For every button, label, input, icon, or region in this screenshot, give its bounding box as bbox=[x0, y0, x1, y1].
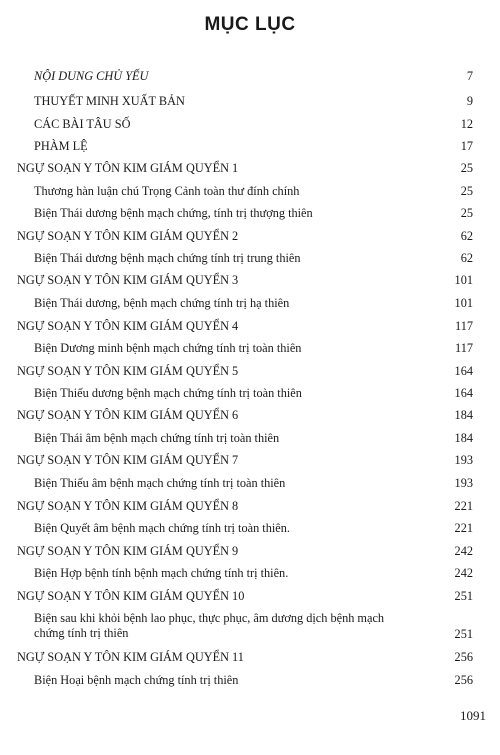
toc-entry-page: 164 bbox=[454, 386, 473, 400]
toc-entry-title: Biện Hợp bệnh tính bệnh mạch chứng tính trị thiên. bbox=[34, 566, 289, 580]
toc-chapter-title: NGỰ SOẠN Y TÔN KIM GIÁM QUYỂN 3 bbox=[17, 273, 239, 287]
page-number: 1091 bbox=[460, 708, 486, 723]
toc-entry-page: 12 bbox=[460, 117, 473, 131]
toc-entry-title: PHÀM LỆ bbox=[34, 139, 88, 153]
toc-entry-title: Biện Hoại bệnh mạch chứng tính trị thiên bbox=[34, 673, 239, 687]
toc-entry-title: NỘI DUNG CHỦ YẾU bbox=[34, 69, 149, 83]
toc-entry-page: 242 bbox=[454, 566, 473, 580]
toc-chapter-title: NGỰ SOẠN Y TÔN KIM GIÁM QUYỂN 4 bbox=[17, 319, 239, 333]
toc-entry-title: THUYẾT MINH XUẤT BẢN bbox=[34, 94, 185, 108]
toc-entry-page: 221 bbox=[454, 521, 473, 535]
toc-entry-title: Biện sau khi khỏi bệnh lao phục, thực phục, âm dương dịch bệnh mạch chứng tính trị thiên bbox=[34, 611, 385, 640]
toc-entry-page: 193 bbox=[454, 476, 473, 490]
toc-entry-title: Biện Quyết âm bệnh mạch chứng tính trị toàn thiên. bbox=[34, 521, 290, 535]
toc-chapter-title: NGỰ SOẠN Y TÔN KIM GIÁM QUYỂN 6 bbox=[17, 408, 239, 422]
toc-entry-title: Biện Thái âm bệnh mạch chứng tính trị toàn thiên bbox=[34, 431, 280, 445]
toc-chapter-title: NGỰ SOẠN Y TÔN KIM GIÁM QUYỂN 10 bbox=[17, 589, 245, 603]
toc-entry-page: 256 bbox=[454, 673, 473, 687]
toc-entry-page: 164 bbox=[454, 364, 473, 378]
toc-entry-title: Biện Thiếu âm bệnh mạch chứng tính trị toàn thiên bbox=[34, 476, 286, 490]
toc-entry-page: 117 bbox=[455, 341, 473, 355]
toc-entry-page: 62 bbox=[460, 229, 473, 243]
toc-chapter-title: NGỰ SOẠN Y TÔN KIM GIÁM QUYỂN 2 bbox=[17, 229, 239, 243]
toc-entry-title: Biện Dương minh bệnh mạch chứng tính trị toàn thiên bbox=[34, 341, 302, 355]
toc-entry-page: 117 bbox=[455, 319, 473, 333]
toc-chapter-title: NGỰ SOẠN Y TÔN KIM GIÁM QUYỂN 9 bbox=[17, 544, 239, 558]
toc-entry-page: 25 bbox=[460, 184, 473, 198]
toc-entry-page: 242 bbox=[454, 544, 473, 558]
toc-chapter-title: NGỰ SOẠN Y TÔN KIM GIÁM QUYỂN 7 bbox=[17, 453, 239, 467]
toc-entry-title: Biện Thiếu dương bệnh mạch chứng tính trị toàn thiên bbox=[34, 386, 302, 400]
toc-entry-page: 193 bbox=[454, 453, 473, 467]
toc-entry-page: 184 bbox=[454, 431, 473, 445]
toc-entry-page: 256 bbox=[454, 650, 473, 664]
toc-entry-page: 221 bbox=[454, 499, 473, 513]
toc-entry-page: 25 bbox=[460, 161, 473, 175]
toc-entry-page: 25 bbox=[460, 206, 473, 220]
page-title: MỤC LỤC bbox=[204, 14, 296, 35]
toc-entry-page: 101 bbox=[454, 273, 473, 287]
toc-entry-page: 17 bbox=[460, 139, 473, 153]
toc-entry-page: 251 bbox=[454, 627, 473, 641]
toc-entry-title: Biện Thái dương, bệnh mạch chứng tính trị hạ thiên bbox=[34, 296, 290, 310]
toc-entry-page: 62 bbox=[460, 251, 473, 265]
toc-entry-title: Biện Thái dương bệnh mạch chứng, tính trị thượng thiên bbox=[34, 206, 313, 220]
toc-chapter-title: NGỰ SOẠN Y TÔN KIM GIÁM QUYỂN 5 bbox=[17, 364, 239, 378]
toc-entry-page: 184 bbox=[454, 408, 473, 422]
toc-chapter-title: NGỰ SOẠN Y TÔN KIM GIÁM QUYỂN 1 bbox=[17, 161, 239, 175]
toc-entry-title: Thương hàn luận chú Trọng Cảnh toàn thư đính chính bbox=[34, 184, 300, 198]
toc-entry-page: 7 bbox=[466, 69, 473, 83]
toc-chapter-title: NGỰ SOẠN Y TÔN KIM GIÁM QUYỂN 11 bbox=[17, 650, 244, 664]
toc-entry-title: CÁC BÀI TÂU SỐ bbox=[34, 117, 131, 131]
toc-entry-page: 9 bbox=[466, 94, 473, 108]
toc-entry-title: Biện Thái dương bệnh mạch chứng tính trị trung thiên bbox=[34, 251, 301, 265]
toc-entry-page: 101 bbox=[454, 296, 473, 310]
toc-chapter-title: NGỰ SOẠN Y TÔN KIM GIÁM QUYỂN 8 bbox=[17, 499, 239, 513]
toc-entry-page: 251 bbox=[454, 589, 473, 603]
